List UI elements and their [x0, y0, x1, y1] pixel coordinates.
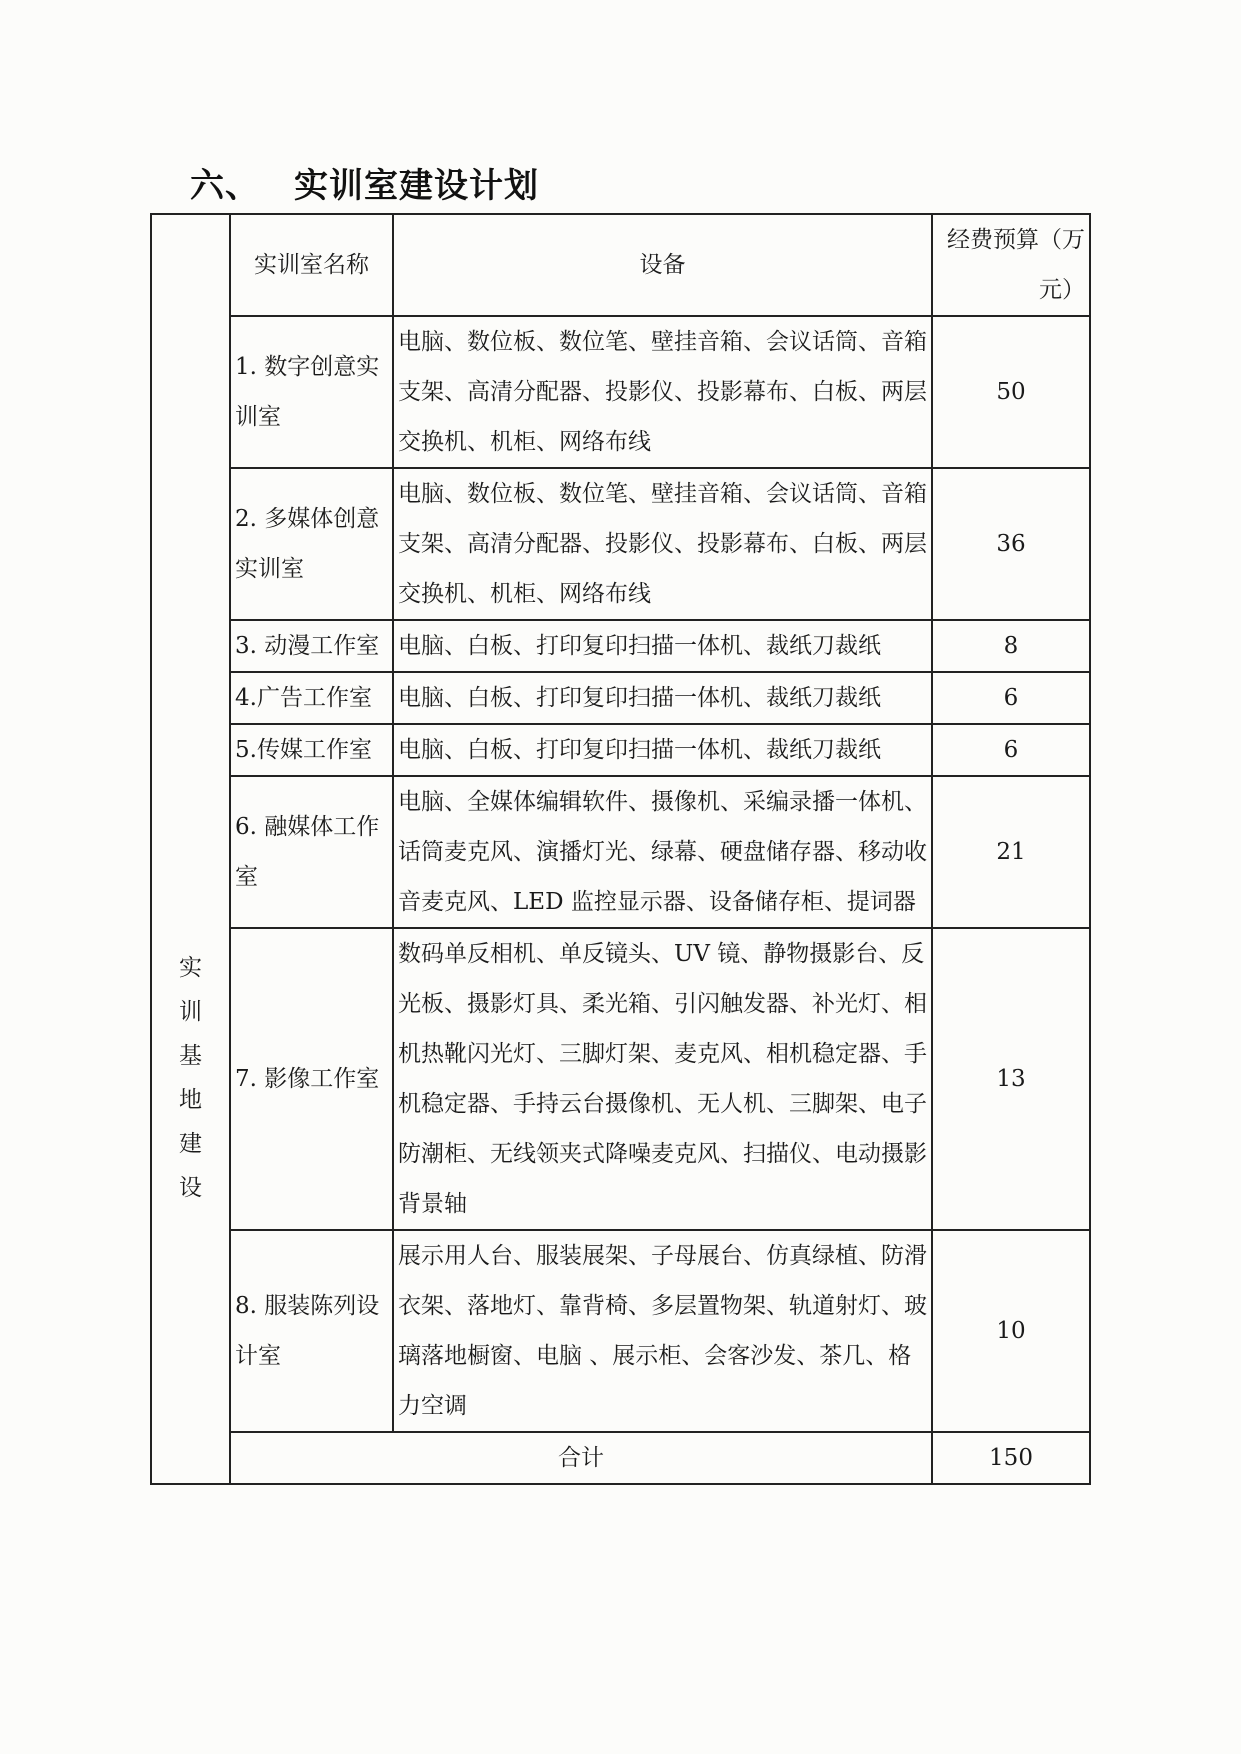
room-budget: 6	[932, 724, 1090, 776]
total-row	[151, 1432, 1090, 1484]
room-equipment: 电脑、全媒体编辑软件、摄像机、采编录播一体机、话筒麦克风、演播灯光、绿幕、硬盘储存器、移动收音麦克风、LED 监控显示器、设备储存柜、提词器	[393, 776, 932, 928]
room-equipment: 电脑、白板、打印复印扫描一体机、裁纸刀裁纸	[393, 672, 932, 724]
room-budget: 13	[932, 928, 1090, 1230]
table-row	[151, 316, 1090, 468]
table-row	[151, 672, 1090, 724]
room-equipment: 电脑、数位板、数位笔、壁挂音箱、会议话筒、音箱支架、高清分配器、投影仪、投影幕布、白板、两层交换机、机柜、网络布线	[393, 468, 932, 620]
room-name: 4.广告工作室	[230, 672, 393, 724]
room-equipment: 电脑、白板、打印复印扫描一体机、裁纸刀裁纸	[393, 620, 932, 672]
room-equipment: 展示用人台、服装展架、子母展台、仿真绿植、防滑衣架、落地灯、靠背椅、多层置物架、轨道射灯、玻璃落地橱窗、电脑 、展示柜、会客沙发、茶几、格力空调	[393, 1230, 932, 1432]
table-row	[151, 724, 1090, 776]
table-row	[151, 468, 1090, 620]
room-budget: 36	[932, 468, 1090, 620]
room-equipment: 电脑、数位板、数位笔、壁挂音箱、会议话筒、音箱支架、高清分配器、投影仪、投影幕布、白板、两层交换机、机柜、网络布线	[393, 316, 932, 468]
room-budget: 6	[932, 672, 1090, 724]
table-row	[151, 776, 1090, 928]
side-label: 实训基地建设	[179, 954, 202, 1201]
room-name: 3. 动漫工作室	[230, 620, 393, 672]
section-heading	[190, 158, 539, 207]
table-row	[151, 1230, 1090, 1432]
room-name: 7. 影像工作室	[230, 928, 393, 1230]
section-title: 实训室建设计划	[294, 166, 539, 206]
room-name: 2. 多媒体创意实训室	[230, 468, 393, 620]
header-budget: 经费预算（万元）	[932, 214, 1090, 316]
room-equipment: 数码单反相机、单反镜头、UV 镜、静物摄影台、反光板、摄影灯具、柔光箱、引闪触发器、补光灯、相机热靴闪光灯、三脚灯架、麦克风、相机稳定器、手机稳定器、手持云台摄像机、无人机、三脚架、电子防潮柜、无线领夹式降噪麦克风、扫描仪、电动摄影背景轴	[393, 928, 932, 1230]
header-room-name: 实训室名称	[230, 214, 393, 316]
table-header-row	[151, 214, 1090, 316]
room-budget: 21	[932, 776, 1090, 928]
room-name: 8. 服装陈列设计室	[230, 1230, 393, 1432]
total-budget: 150	[932, 1432, 1090, 1484]
training-room-plan-table	[150, 213, 1091, 1485]
table-row	[151, 620, 1090, 672]
header-equipment: 设备	[393, 214, 932, 316]
room-equipment: 电脑、白板、打印复印扫描一体机、裁纸刀裁纸	[393, 724, 932, 776]
room-budget: 50	[932, 316, 1090, 468]
section-number: 六、	[190, 166, 260, 206]
room-budget: 8	[932, 620, 1090, 672]
side-label-cell	[151, 214, 230, 1484]
room-name: 6. 融媒体工作室	[230, 776, 393, 928]
room-name: 5.传媒工作室	[230, 724, 393, 776]
room-name: 1. 数字创意实训室	[230, 316, 393, 468]
total-label: 合计	[230, 1432, 932, 1484]
table-row	[151, 928, 1090, 1230]
room-budget: 10	[932, 1230, 1090, 1432]
